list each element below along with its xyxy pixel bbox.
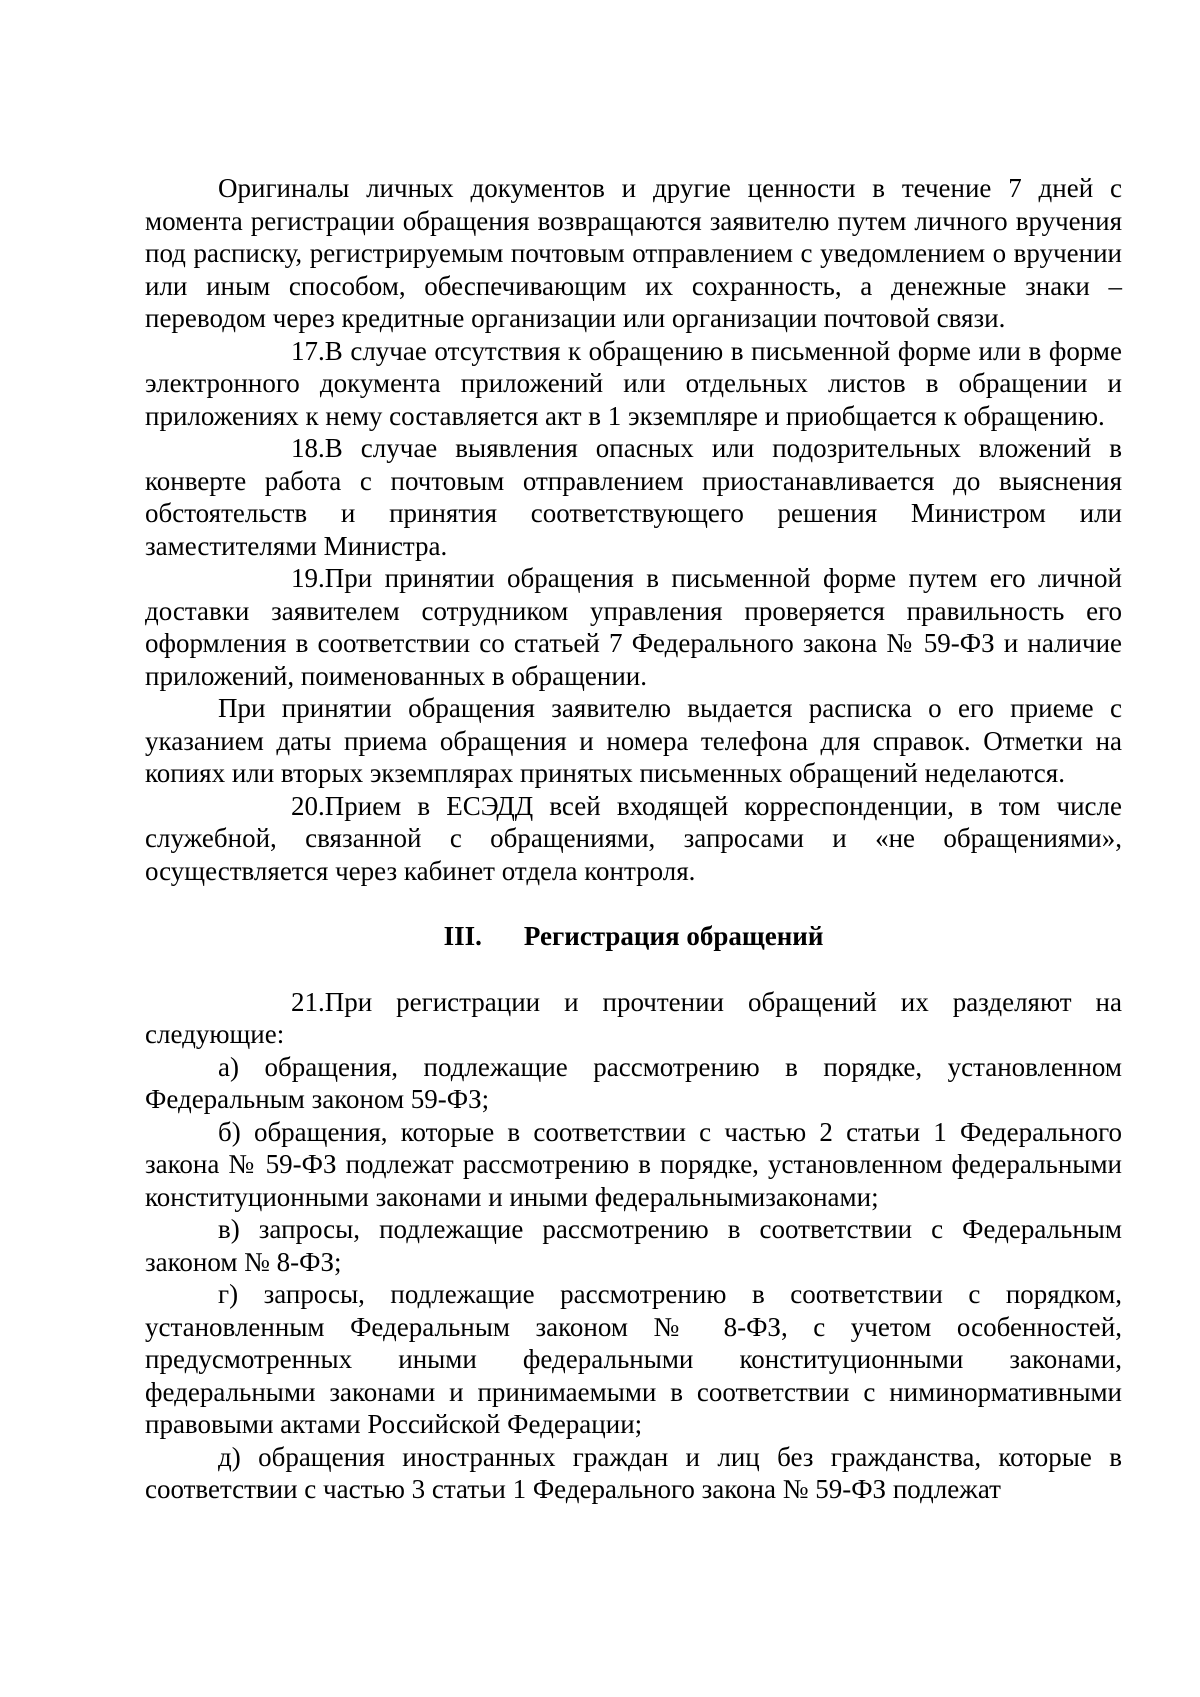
paragraph-text: При регистрации и прочтении обращений их разделяют на следующие: <box>145 986 1122 1049</box>
paragraph-number: 18. <box>291 433 325 463</box>
list-item-b: б) обращения, которые в соответствии с частью 2 статьи 1 Федерального закона № 59-ФЗ подлежат рассмотрению в порядке, установленном федеральными конституционными законами и иными федеральнымизаконами; <box>145 1116 1122 1212</box>
paragraph-number: 21. <box>291 986 325 1017</box>
section-number: III. <box>443 921 482 951</box>
paragraph-number: 19. <box>291 563 325 593</box>
paragraph-19 <box>145 562 1122 692</box>
paragraph-text: В случае выявления опасных или подозрительных вложений в конверте работа с почтовым отправлением приостанавливается до выяснения обстоятельств и принятия соответствующего решения Министром или заместителями Министра. <box>145 433 1122 561</box>
paragraph-18 <box>145 432 1122 562</box>
paragraph-17 <box>145 335 1122 433</box>
paragraph-text: В случае отсутствия к обращению в письменной форме или в форме электронного документа приложений или отдельных листов в обращении и приложениях к нему составляется акт в 1 экземпляре и приобщается к обращению. <box>145 335 1122 431</box>
list-item-g: г) запросы, подлежащие рассмотрению в соответствии с порядком, установленным Федеральным законом № 8-ФЗ, с учетом особенностей, предусмотренных иными федеральными конституционными законами, федеральными законами и принимаемыми в соответствии с ниминормативными правовыми актами Российской Федерации; <box>145 1279 1122 1439</box>
paragraph-21 <box>145 986 1122 1051</box>
paragraph-originals: Оригиналы личных документов и другие ценности в течение 7 дней с момента регистрации обращения возвращаются заявителю путем личного вручения под расписку, регистрируемым почтовым отправлением с уведомлением о вручении или иным способом, обеспечивающим их сохранность, а денежные знаки – переводом через кредитные организации или организации почтовой связи. <box>145 173 1122 333</box>
section-heading <box>145 920 1122 953</box>
paragraph-text: Прием в ЕСЭДД всей входящей корреспонденции, в том числе служебной, связанной с обращениями, запросами и «не обращениями», осуществляется через кабинет отдела контроля. <box>145 790 1122 886</box>
paragraph-20 <box>145 790 1122 888</box>
list-item-d: д) обращения иностранных граждан и лиц без гражданства, которые в соответствии с частью 3 статьи 1 Федерального закона № 59-ФЗ подлежат <box>145 1441 1122 1504</box>
section-title: Регистрация обращений <box>523 921 824 951</box>
list-item-v: в) запросы, подлежащие рассмотрению в соответствии с Федеральным законом № 8-ФЗ; <box>145 1214 1122 1277</box>
list-item-a: а) обращения, подлежащие рассмотрению в порядке, установленном Федеральным законом 59-ФЗ; <box>145 1051 1122 1114</box>
document-page <box>145 172 1122 1506</box>
paragraph-text: При принятии обращения в письменной форме путем его личной доставки заявителем сотрудником управления проверяется правильность его оформления в соответствии со статьей 7 Федерального закона № 59-ФЗ и наличие приложений, поименованных в обращении. <box>145 563 1122 691</box>
paragraph-19-receipt: При принятии обращения заявителю выдается расписка о его приеме с указанием даты приема обращения и номера телефона для справок. Отметки на копиях или вторых экземплярах принятых письменных обращений неделаются. <box>145 693 1122 788</box>
paragraph-number: 17. <box>291 335 325 366</box>
paragraph-number: 20. <box>291 790 325 821</box>
